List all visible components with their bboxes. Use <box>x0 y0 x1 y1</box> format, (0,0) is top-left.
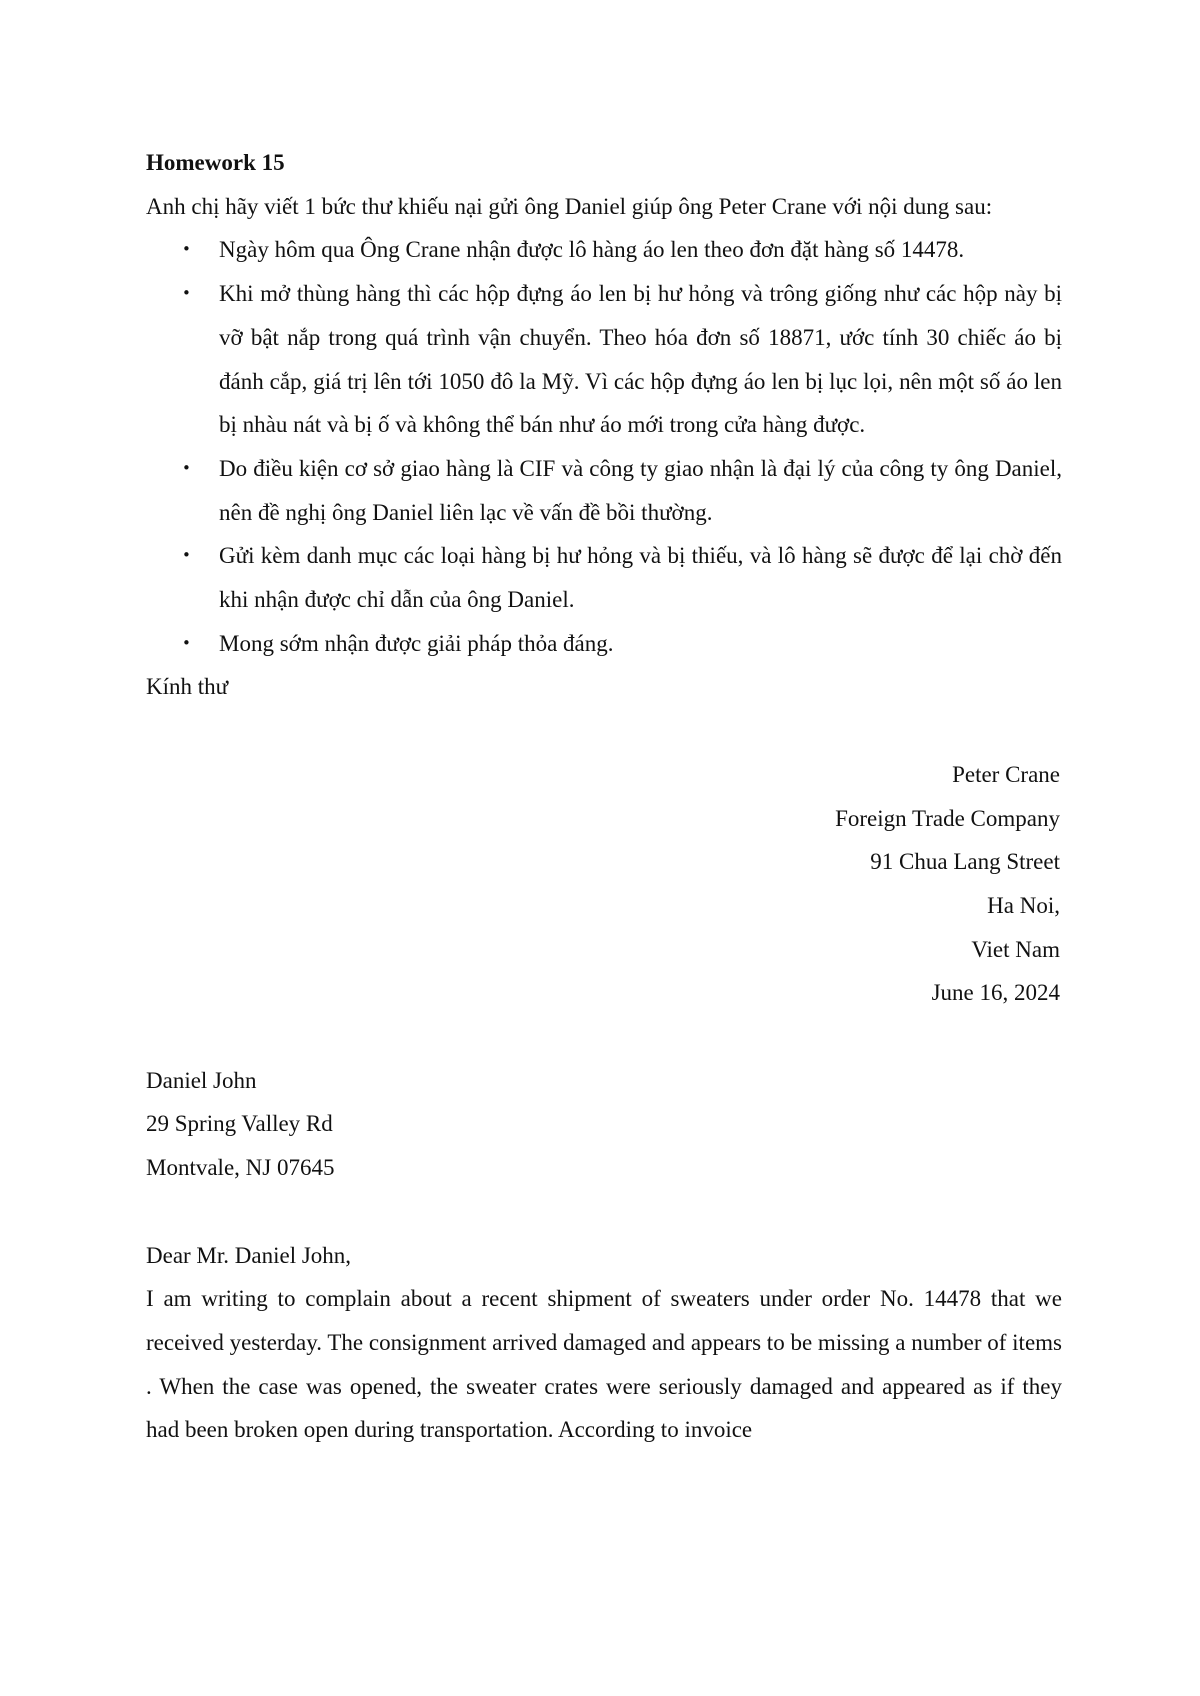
task-list <box>146 228 1062 665</box>
task-item <box>146 534 1062 621</box>
recipient-street: 29 Spring Valley Rd <box>146 1111 333 1137</box>
task-text: Gửi kèm danh mục các loại hàng bị hư hỏng và bị thiếu, và lô hàng sẽ được để lại chờ đến khi nhận được chỉ dẫn của ông Daniel. <box>219 543 1062 613</box>
sender-name: Peter Crane <box>952 761 1060 787</box>
bullet-icon: • <box>182 284 191 303</box>
salutation: Dear Mr. Daniel John, <box>146 1242 352 1268</box>
sender-address-block <box>146 753 1062 1015</box>
document-content <box>146 141 1062 1452</box>
recipient-address-block <box>146 1059 1062 1190</box>
task-item <box>146 447 1062 534</box>
sender-street: 91 Chua Lang Street <box>870 849 1060 875</box>
recipient-name: Daniel John <box>146 1067 257 1093</box>
assignment-intro: Anh chị hãy viết 1 bức thư khiếu nại gửi ông Daniel giúp ông Peter Crane với nội dung sau: <box>146 193 993 219</box>
closing-line: Kính thư <box>146 674 229 700</box>
task-text: Ngày hôm qua Ông Crane nhận được lô hàng áo len theo đơn đặt hàng số 14478. <box>219 237 965 263</box>
bullet-icon: • <box>182 458 191 477</box>
bullet-icon: • <box>182 240 191 259</box>
letter-date: June 16, 2024 <box>931 980 1060 1006</box>
task-item <box>146 272 1062 447</box>
task-text: Mong sớm nhận được giải pháp thỏa đáng. <box>219 630 614 656</box>
task-text: Do điều kiện cơ sở giao hàng là CIF và công ty giao nhận là đại lý của công ty ông Daniel, nên đề nghị ông Daniel liên lạc về vấn đề bồi thường. <box>219 455 1062 525</box>
homework-title: Homework 15 <box>146 150 285 175</box>
letter-body: I am writing to complain about a recent shipment of sweaters under order No. 14478 that we received yesterday. The consignment arrived damaged and appears to be missing a number of items . When the case was opened, the sweater crates were seriously damaged and appeared as if they had been broken open during transportation. According to invoice <box>146 1286 1062 1443</box>
sender-city: Ha Noi, <box>987 892 1060 918</box>
sender-country: Viet Nam <box>971 936 1060 962</box>
sender-company: Foreign Trade Company <box>835 805 1060 831</box>
task-text: Khi mở thùng hàng thì các hộp đựng áo len bị hư hỏng và trông giống như các hộp này bị vỡ bật nắp trong quá trình vận chuyển. Theo hóa đơn số 18871, ước tính 30 chiếc áo bị đánh cắp, giá trị lên tới 1050 đô la Mỹ. Vì các hộp đựng áo len bị lục lọi, nên một số áo len bị nhàu nát và bị ố và không thể bán như áo mới trong cửa hàng được. <box>219 281 1062 438</box>
bullet-icon: • <box>182 633 191 652</box>
task-item <box>146 228 1062 272</box>
bullet-icon: • <box>182 546 191 565</box>
recipient-city: Montvale, NJ 07645 <box>146 1155 335 1181</box>
task-item <box>146 622 1062 666</box>
